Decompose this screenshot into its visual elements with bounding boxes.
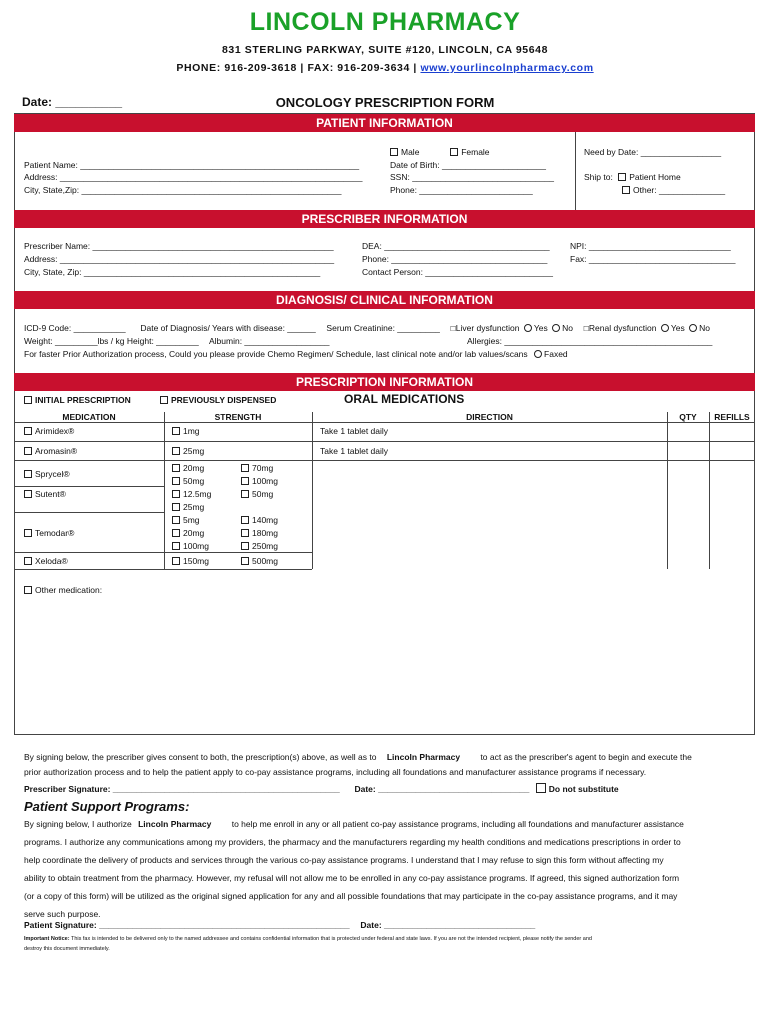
- need-by-date[interactable]: Need by Date: _________________: [584, 147, 722, 157]
- pharmacy-contact: [0, 62, 770, 74]
- consent-line-2: prior authorization process and to help the patient apply to co-pay assistance programs, including all foundations and manufacturer assistance programs if necessary.: [24, 767, 647, 777]
- male-label: Male: [401, 147, 420, 157]
- strength-label: 100mg: [252, 476, 278, 486]
- strength-option: [172, 446, 204, 456]
- consent-text: By signing below, the prescriber gives consent to both, the prescription(s) above, as well as to: [24, 752, 377, 762]
- renal-dysfunction-label[interactable]: □Renal dysfunction: [583, 323, 657, 333]
- strength-label: 250mg: [252, 541, 278, 551]
- female-label: Female: [461, 147, 490, 157]
- do-not-substitute-checkbox[interactable]: [536, 783, 546, 793]
- strength-label: 50mg: [252, 489, 274, 499]
- chemo-request-text: For faster Prior Authorization process, Could you please provide Chemo Regimen/ Schedule, last clinical note and/or lab values/scans: [24, 349, 528, 359]
- strength-label: 20mg: [183, 463, 205, 473]
- prescriber-city-field[interactable]: City, State, Zip: __________________________________________________: [24, 267, 321, 277]
- diagnosis-line-3: [24, 348, 568, 361]
- col-strength: STRENGTH: [214, 412, 262, 422]
- strength-label: 140mg: [252, 515, 278, 525]
- table-vline: [709, 412, 710, 460]
- col-medication: MEDICATION: [62, 412, 116, 422]
- med-name: Sprycel®: [35, 469, 70, 479]
- website-link[interactable]: www.yourlincolnpharmacy.com: [420, 62, 594, 74]
- patient-city-field[interactable]: City, State,Zip: _______________________________________________________: [24, 185, 342, 195]
- strength-label: 70mg: [252, 463, 274, 473]
- col-qty: QTY: [679, 412, 697, 422]
- liver-yes-label: Yes: [533, 323, 548, 333]
- form-frame: [14, 113, 755, 735]
- diagnosis-line-2: [24, 335, 330, 348]
- initial-prescription: [24, 394, 131, 407]
- med-row-temodar: [24, 528, 74, 538]
- strength-option: [172, 463, 204, 473]
- support-line-1: [24, 815, 684, 833]
- strength-option: [241, 528, 278, 538]
- med-checkbox[interactable]: [24, 490, 32, 498]
- liver-yes-radio[interactable]: [524, 324, 532, 332]
- strength-option: [172, 426, 200, 436]
- strength-checkbox[interactable]: [172, 477, 180, 485]
- med-name: Arimidex®: [35, 426, 75, 436]
- prescriber-signature-line: [24, 783, 619, 794]
- ship-to: [584, 171, 681, 184]
- albumin-field[interactable]: Albumin: __________________: [209, 336, 330, 346]
- med-row-sprycel: [24, 469, 70, 479]
- npi-field[interactable]: NPI: ______________________________: [570, 241, 731, 251]
- med-checkbox[interactable]: [24, 529, 32, 537]
- strength-label: 50mg: [183, 476, 205, 486]
- patient-signature-field[interactable]: Patient Signature: _____________________________________________________: [24, 920, 350, 930]
- support-line-5: (or a copy of this form) will be utilized as the original signed application for any and all possible foundations that may participate in the co-pay assistance programs, and it may: [24, 891, 678, 901]
- table-line: [14, 552, 312, 553]
- med-name: Temodar®: [35, 528, 75, 538]
- table-vline: [667, 412, 668, 460]
- patient-name-field[interactable]: Patient Name: ___________________________________________________________: [24, 160, 360, 170]
- faxed-label: Faxed: [544, 349, 568, 359]
- med-row-arimidex: [24, 426, 74, 436]
- patient-signature-line: [24, 920, 535, 930]
- other-medication-checkbox[interactable]: [24, 586, 32, 594]
- patient-address-field[interactable]: Address: ________________________________________________________________: [24, 172, 363, 182]
- table-vline: [667, 460, 668, 569]
- other-medication-label: Other medication:: [35, 585, 103, 595]
- support-line-4: ability to obtain treatment from the pharmacy. However, my refusal will not allow me to be enrolled in any co-pay assistance programs. If agreed, this signed authorization form: [24, 873, 680, 883]
- strength-checkbox[interactable]: [172, 503, 180, 511]
- initial-checkbox[interactable]: [24, 396, 32, 404]
- female-checkbox[interactable]: [450, 148, 458, 156]
- support-line-3: help coordinate the delivery of products and services through the various co-pay assistance programs. I understand that I may refuse to sign this form without affecting my: [24, 855, 664, 865]
- med-checkbox[interactable]: [24, 470, 32, 478]
- prescriber-date-field[interactable]: Date: ________________________________: [354, 784, 530, 794]
- sex-options: [390, 146, 490, 159]
- strength-option: [172, 502, 204, 512]
- strength-option: [172, 515, 200, 525]
- prescription-section-bar: PRESCRIPTION INFORMATION: [14, 373, 755, 391]
- strength-option: [241, 541, 278, 551]
- strength-option: [172, 541, 209, 551]
- height-field[interactable]: Height: _________: [126, 336, 199, 346]
- strength-checkbox[interactable]: [241, 557, 249, 565]
- strength-option: [172, 556, 209, 566]
- important-notice: [24, 936, 592, 942]
- strength-label: 180mg: [252, 528, 278, 538]
- strength-checkbox[interactable]: [172, 427, 180, 435]
- renal-no-radio[interactable]: [689, 324, 697, 332]
- strength-checkbox[interactable]: [241, 464, 249, 472]
- consent-pharmacy-name: Lincoln Pharmacy: [386, 752, 461, 762]
- strength-option: [172, 476, 204, 486]
- phone-fax: PHONE: 916-209-3618 | FAX: 916-209-3634 |: [176, 62, 417, 74]
- med-name: Aromasin®: [35, 446, 78, 456]
- direction-text: Take 1 tablet daily: [320, 446, 389, 456]
- liver-no-label: No: [562, 323, 574, 333]
- strength-option: [241, 476, 278, 486]
- table-line: [14, 512, 164, 513]
- med-checkbox[interactable]: [24, 427, 32, 435]
- direction-text: Take 1 tablet daily: [320, 426, 389, 436]
- dea-field[interactable]: DEA: ___________________________________: [362, 241, 550, 251]
- strength-checkbox[interactable]: [241, 490, 249, 498]
- med-checkbox[interactable]: [24, 557, 32, 565]
- previous-label: PREVIOUSLY DISPENSED: [171, 395, 277, 405]
- strength-option: [241, 515, 278, 525]
- renal-yes-label: Yes: [670, 323, 685, 333]
- col-direction: DIRECTION: [466, 412, 513, 422]
- notice-text-2: destroy this document immediately.: [24, 946, 110, 952]
- form-title: ONCOLOGY PRESCRIPTION FORM: [275, 95, 495, 110]
- allergies-field[interactable]: Allergies: ____________________________________________: [467, 336, 713, 346]
- form-date[interactable]: Date: __________: [22, 95, 123, 109]
- med-row-xeloda: [24, 556, 68, 566]
- strength-checkbox[interactable]: [172, 516, 180, 524]
- icd9-field[interactable]: ICD-9 Code: ___________: [24, 323, 126, 333]
- strength-label: 5mg: [183, 515, 200, 525]
- strength-label: 1mg: [183, 426, 200, 436]
- strength-checkbox[interactable]: [241, 516, 249, 524]
- prescriber-section-bar: PRESCRIBER INFORMATION: [14, 210, 755, 228]
- table-vline: [164, 412, 165, 569]
- strength-label: 25mg: [183, 502, 205, 512]
- faxed-radio[interactable]: [534, 350, 542, 358]
- strength-label: 12.5mg: [183, 489, 212, 499]
- oral-medications-heading: ORAL MEDICATIONS: [344, 392, 465, 406]
- ship-other: [622, 184, 725, 197]
- strength-option: [241, 556, 278, 566]
- ship-to-label: Ship to:: [584, 172, 613, 182]
- strength-option: [241, 489, 273, 499]
- serum-creatinine-field[interactable]: Serum Creatinine: _________: [326, 323, 440, 333]
- other-medication: [24, 585, 102, 595]
- patient-phone-field[interactable]: Phone: ________________________: [390, 185, 533, 195]
- patient-divider: [575, 132, 576, 210]
- strength-checkbox[interactable]: [172, 464, 180, 472]
- previously-dispensed: [160, 394, 276, 407]
- table-line: [14, 460, 312, 461]
- strength-label: 100mg: [183, 541, 209, 551]
- support-pharmacy-name: Lincoln Pharmacy: [138, 819, 212, 829]
- support-heading: Patient Support Programs:: [24, 799, 190, 814]
- strength-checkbox[interactable]: [172, 542, 180, 550]
- table-line: [312, 460, 755, 461]
- notice-text: This fax is intended to be delivered only to the named addressee and contains confidential information that is protected under federal and state laws. If you are not the intended recipient, please notify the sender and: [70, 936, 592, 942]
- support-line-6: serve such purpose.: [24, 909, 101, 919]
- weight-field[interactable]: Weight: _________lbs / kg: [24, 336, 125, 346]
- consent-text: to act as the prescriber's agent to begin and execute the: [480, 752, 692, 762]
- table-line: [14, 486, 164, 487]
- renal-no-label: No: [699, 323, 710, 333]
- col-refills: REFILLS: [714, 412, 750, 422]
- table-line: [14, 569, 312, 570]
- patient-date-field[interactable]: Date: ________________________________: [360, 920, 536, 930]
- previous-checkbox[interactable]: [160, 396, 168, 404]
- support-text: to help me enroll in any or all patient co-pay assistance programs, including all foundations and manufacturer assistance: [231, 819, 684, 829]
- strength-option: [172, 489, 211, 499]
- med-checkbox[interactable]: [24, 447, 32, 455]
- do-not-substitute-label: Do not substitute: [548, 784, 619, 794]
- strength-checkbox[interactable]: [241, 542, 249, 550]
- prescriber-signature-field[interactable]: Prescriber Signature: ________________________________________________: [24, 784, 340, 794]
- ship-home-checkbox[interactable]: [618, 173, 626, 181]
- strength-label: 150mg: [183, 556, 209, 566]
- strength-label: 500mg: [252, 556, 278, 566]
- strength-checkbox[interactable]: [172, 447, 180, 455]
- diagnosis-section-bar: DIAGNOSIS/ CLINICAL INFORMATION: [14, 291, 755, 309]
- strength-label: 25mg: [183, 446, 205, 456]
- med-name: Sutent®: [35, 489, 66, 499]
- male-checkbox[interactable]: [390, 148, 398, 156]
- renal-yes-radio[interactable]: [661, 324, 669, 332]
- ssn-field[interactable]: SSN: ______________________________: [390, 172, 555, 182]
- prescriber-fax-field[interactable]: Fax: _______________________________: [570, 254, 736, 264]
- prescriber-name-field[interactable]: Prescriber Name: ___________________________________________________: [24, 241, 334, 251]
- patient-section-bar: PATIENT INFORMATION: [14, 114, 755, 132]
- table-vline: [312, 412, 313, 569]
- med-row-aromasin: [24, 446, 77, 456]
- strength-label: 20mg: [183, 528, 205, 538]
- prescriber-phone-field[interactable]: Phone: _________________________________: [362, 254, 548, 264]
- strength-option: [172, 528, 204, 538]
- diagnosis-line-1: [24, 322, 710, 335]
- table-line: [14, 441, 755, 442]
- diagnosis-date-field[interactable]: Date of Diagnosis/ Years with disease: ______: [140, 323, 316, 333]
- support-text: By signing below, I authorize: [24, 819, 132, 829]
- med-row-sutent: [24, 489, 66, 499]
- liver-dysfunction-label[interactable]: □Liver dysfunction: [450, 323, 520, 333]
- strength-option: [241, 463, 273, 473]
- dob-field[interactable]: Date of Birth: ______________________: [390, 160, 546, 170]
- initial-label: INITIAL PRESCRIPTION: [35, 395, 131, 405]
- med-name: Xeloda®: [35, 556, 68, 566]
- pharmacy-address: 831 STERLING PARKWAY, SUITE #120, LINCOLN, CA 95648: [221, 44, 549, 56]
- support-line-2: programs. I authorize any communications among my providers, the pharmacy and the manufacturers regarding my health conditions and medications prescriptions in order to: [24, 837, 681, 847]
- strength-checkbox[interactable]: [172, 557, 180, 565]
- liver-no-radio[interactable]: [552, 324, 560, 332]
- strength-checkbox[interactable]: [241, 477, 249, 485]
- strength-checkbox[interactable]: [172, 529, 180, 537]
- table-vline: [709, 460, 710, 569]
- contact-person-field[interactable]: Contact Person: ___________________________: [362, 267, 553, 277]
- ship-other-label[interactable]: Other: ______________: [633, 185, 726, 195]
- ship-other-checkbox[interactable]: [622, 186, 630, 194]
- strength-checkbox[interactable]: [172, 490, 180, 498]
- notice-label: Important Notice:: [24, 936, 70, 942]
- ship-home-label: Patient Home: [629, 172, 681, 182]
- table-line: [14, 422, 755, 423]
- strength-checkbox[interactable]: [241, 529, 249, 537]
- pharmacy-name: LINCOLN PHARMACY: [249, 8, 521, 36]
- prescriber-address-field[interactable]: Address: __________________________________________________________: [24, 254, 335, 264]
